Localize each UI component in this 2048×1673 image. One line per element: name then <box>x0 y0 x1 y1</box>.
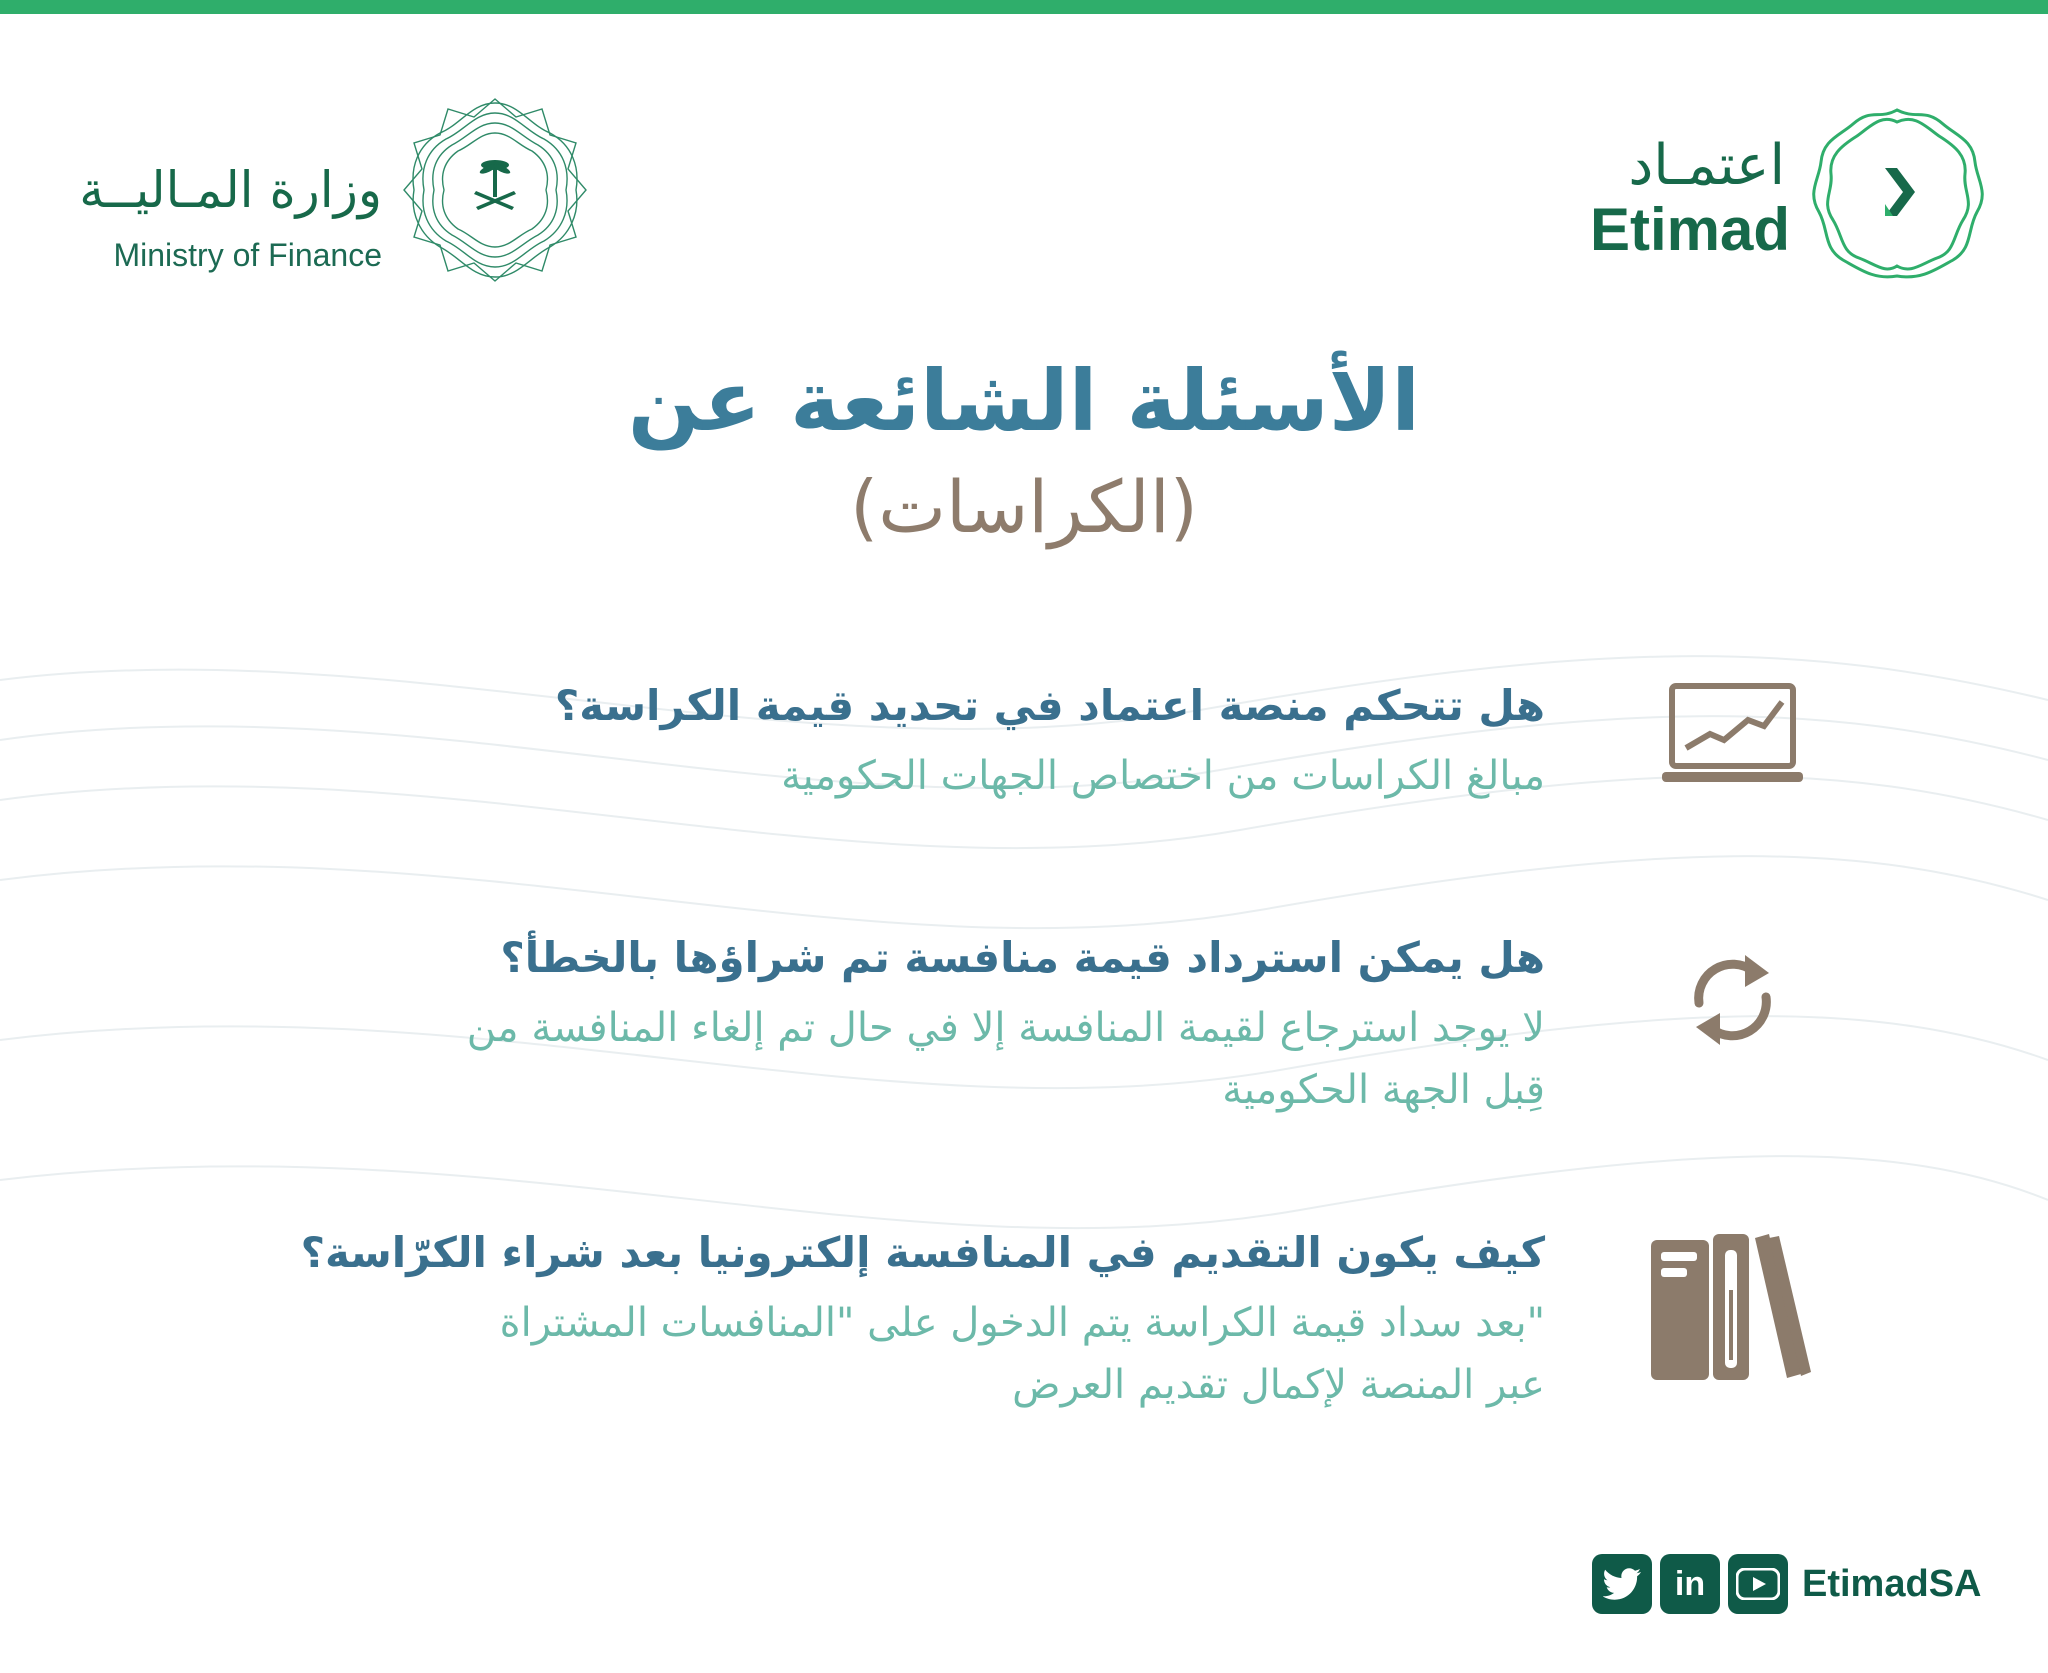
top-accent-bar <box>0 0 2048 14</box>
faq-answer-line: قِبل الجهة الحكومية <box>1222 1066 1545 1113</box>
ministry-emblem-icon <box>400 95 590 285</box>
faq-item <box>280 1225 1545 1416</box>
faq-question: هل يمكن استرداد قيمة منافسة تم شراؤها بالخطأ؟ <box>500 933 1545 982</box>
youtube-link[interactable] <box>1728 1554 1788 1614</box>
social-links <box>1592 1552 1981 1616</box>
laptop-chart-icon <box>1660 680 1805 790</box>
page-subtitle: (الكراسات) <box>850 465 1198 549</box>
faq-answer <box>280 1292 1545 1416</box>
linkedin-link[interactable] <box>1660 1554 1720 1614</box>
faq-answer-line: لا يوجد استرجاع لقيمة المنافسة إلا في حال تم إلغاء المنافسة من <box>466 1004 1545 1051</box>
page-title: الأسئلة الشائعة عن <box>627 352 1421 450</box>
faq-item <box>280 930 1545 1121</box>
faq-question: كيف يكون التقديم في المنافسة إلكترونيا بعد شراء الكرّاسة؟ <box>300 1228 1545 1277</box>
books-icon <box>1645 1230 1820 1385</box>
faq-answer-line: مبالغ الكراسات من اختصاص الجهات الحكومية <box>781 752 1545 799</box>
ministry-of-finance-logo <box>70 95 590 295</box>
faq-item <box>280 678 1545 807</box>
refresh-icon <box>1685 945 1780 1055</box>
etimad-emblem-icon <box>1805 100 1990 285</box>
faq-answer-line: "بعد سداد قيمة الكراسة يتم الدخول على "المنافسات المشتراة <box>499 1299 1545 1346</box>
etimad-name-arabic: اعتمـاد <box>1628 133 1785 198</box>
twitter-icon <box>1603 1568 1641 1600</box>
twitter-link[interactable] <box>1592 1554 1652 1614</box>
linkedin-icon: in <box>1674 1564 1706 1603</box>
faq-question: هل تتحكم منصة اعتماد في تحديد قيمة الكراسة؟ <box>554 681 1545 730</box>
etimad-name-english: Etimad <box>1590 196 1791 263</box>
social-handle: EtimadSA <box>1802 1562 1982 1605</box>
etimad-logo <box>1590 100 1990 290</box>
ministry-name-arabic: وزارة المـاليــة <box>79 161 382 219</box>
faq-answer <box>280 997 1545 1121</box>
faq-answer-line: عبر المنصة لإكمال تقديم العرض <box>1012 1361 1545 1408</box>
ministry-name-english: Ministry of Finance <box>113 237 382 273</box>
faq-answer <box>280 745 1545 807</box>
youtube-icon <box>1736 1568 1780 1600</box>
